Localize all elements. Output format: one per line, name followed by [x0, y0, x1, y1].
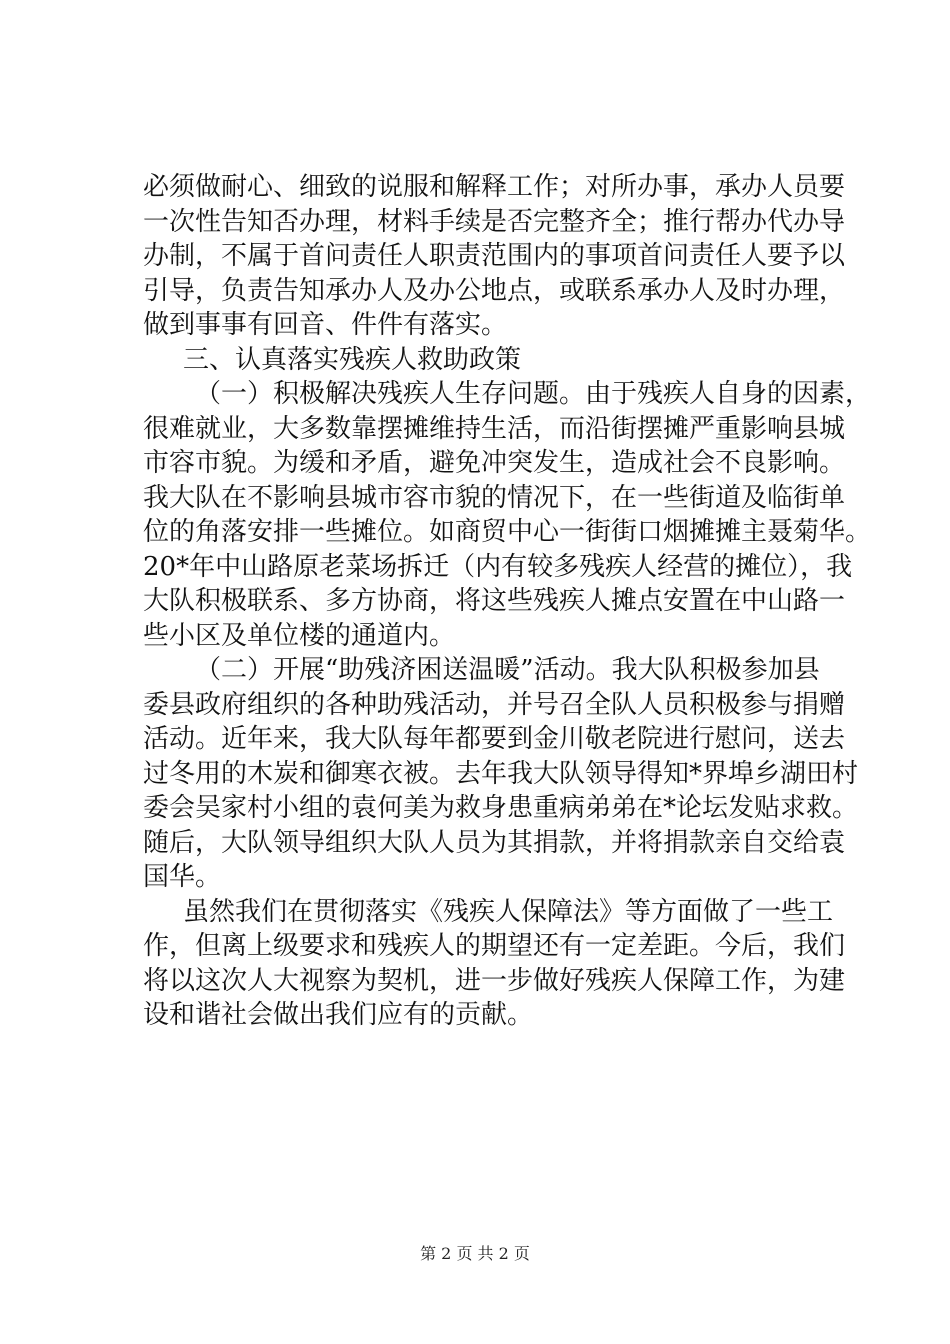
text-line: 一次性告知否办理，材料手续是否完整齐全；推行帮办代办导 — [143, 206, 846, 237]
text-line: 做到事事有回音、件件有落实。 — [143, 310, 508, 340]
text-line: 引导，负责告知承办人及办公地点，或联系承办人及时办理， — [143, 275, 846, 306]
text-line: 20*年中山路原老菜场拆迁（内有较多残疾人经营的摊位），我 — [143, 551, 853, 582]
text-line: 办制，不属于首问责任人职责范围内的事项首问责任人要予以 — [143, 241, 846, 271]
page-footer: 第 2 页 共 2 页 — [420, 1244, 530, 1263]
text-line: 过冬用的木炭和御寒衣被。去年我大队领导得知*界埠乡湖田村 — [143, 758, 859, 789]
text-line: 位的角落安排一些摊位。如商贸中心一街街口烟摊摊主聂菊华。 — [143, 517, 872, 547]
text-line: 将以这次人大视察为契机，进一步做好残疾人保障工作，为建 — [143, 965, 846, 996]
text-line: （二）开展“助残济困送温暖”活动。我大队积极参加县 — [195, 655, 820, 685]
text-line: 大队积极联系、多方协商，将这些残疾人摊点安置在中山路一 — [143, 586, 846, 616]
text-line: 随后，大队领导组织大队人员为其捐款，并将捐款亲自交给袁 — [143, 827, 846, 858]
text-line: 必须做耐心、细致的说服和解释工作；对所办事，承办人员要 — [143, 172, 846, 202]
text-line: 国华。 — [143, 862, 222, 892]
text-line: 设和谐社会做出我们应有的贡献。 — [143, 1000, 534, 1030]
text-line: 我大队在不影响县城市容市貌的情况下，在一些街道及临街单 — [143, 482, 846, 513]
text-line: 很难就业，大多数靠摆摊维持生活，而沿街摆摊严重影响县城 — [143, 413, 846, 444]
document-body — [143, 170, 872, 1033]
text-line: 活动。近年来，我大队每年都要到金川敬老院进行慰问，送去 — [143, 724, 846, 754]
text-line: （一）积极解决残疾人生存问题。由于残疾人自身的因素， — [195, 379, 872, 409]
text-line: 些小区及单位楼的通道内。 — [143, 620, 456, 651]
text-line: 虽然我们在贯彻落实《残疾人保障法》等方面做了一些工 — [183, 896, 834, 927]
text-line: 委会吴家村小组的袁何美为救身患重病弟弟在*论坛发贴求救。 — [143, 793, 859, 823]
text-line: 委县政府组织的各种助残活动，并号召全队人员积极参与捐赠 — [143, 689, 846, 720]
text-line: 市容市貌。为缓和矛盾，避免冲突发生，造成社会不良影响。 — [143, 448, 846, 478]
text-line: 作，但离上级要求和残疾人的期望还有一定差距。今后，我们 — [143, 931, 846, 961]
text-line: 三、认真落实残疾人救助政策 — [183, 344, 522, 375]
